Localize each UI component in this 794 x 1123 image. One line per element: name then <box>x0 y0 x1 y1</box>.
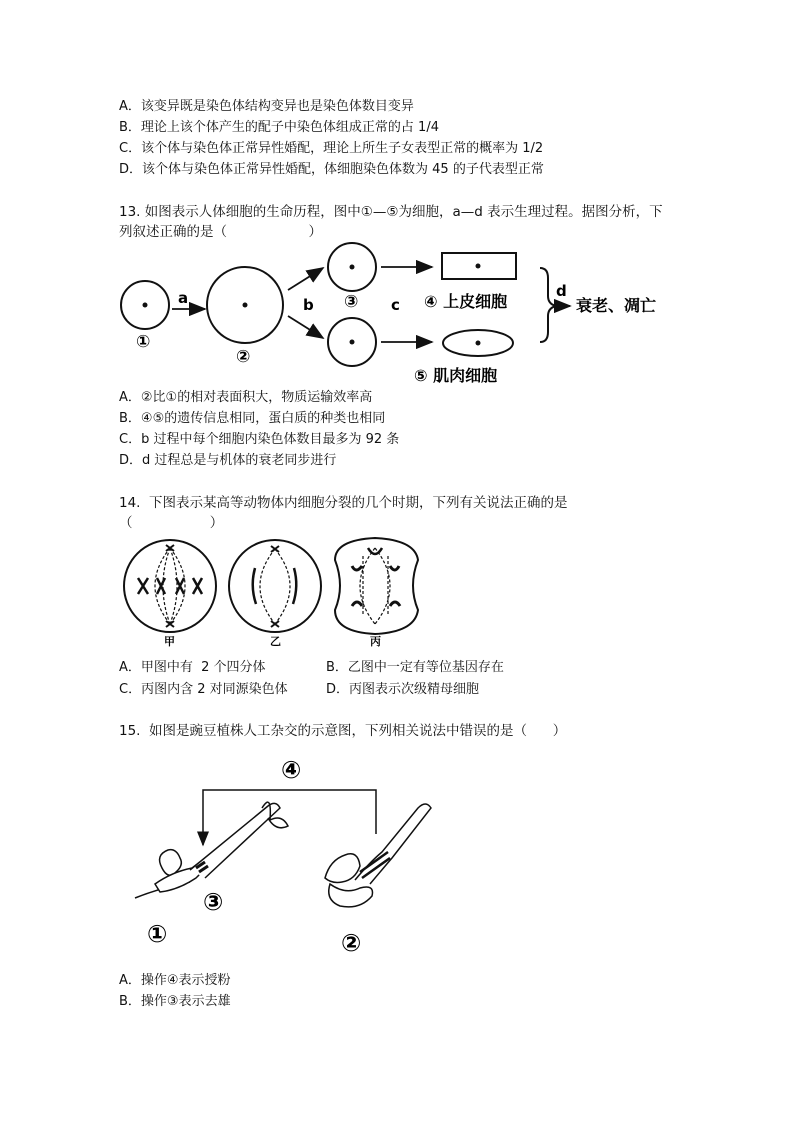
q12-option-b: B．理论上该个体产生的配子中染色体组成正常的占 1/4 <box>119 120 439 135</box>
q14-stem-line1: 14. 下图表示某高等动物体内细胞分裂的几个时期，下列有关说法正确的是 <box>119 495 568 511</box>
label-op4: ④ <box>281 756 302 784</box>
flower-left <box>135 802 288 898</box>
label-op1: ① <box>147 920 168 948</box>
q14-option-c: C．丙图内含 2 对同源染色体 <box>119 682 288 697</box>
label-proc-b: b <box>303 296 314 314</box>
q14-option-b: B．乙图中一定有等位基因存在 <box>326 660 504 675</box>
q13-option-c: C．b 过程中每个细胞内染色体数目最多为 92 条 <box>119 432 400 447</box>
q12-option-a: A．该变异既是染色体结构变异也是染色体数目变异 <box>119 99 414 114</box>
label-jia: 甲 <box>164 635 175 648</box>
q12-option-d: D．该个体与染色体正常异性婚配，体细胞染色体数为 45 的子代表型正常 <box>119 162 544 177</box>
label-proc-c: c <box>391 296 400 314</box>
q14-stem-line2: （ ） <box>119 515 224 531</box>
label-cell-3: ③ <box>344 292 359 312</box>
q13-option-b: B．④⑤的遗传信息相同，蛋白质的种类也相同 <box>119 411 386 426</box>
label-outcome: 衰老、凋亡 <box>576 296 657 315</box>
label-op2: ② <box>341 929 362 957</box>
label-proc-a: a <box>178 289 189 307</box>
q15-stem: 15. 如图是豌豆植株人工杂交的示意图，下列相关说法中错误的是（ ） <box>119 723 567 739</box>
q15-option-b: B．操作③表示去雄 <box>119 994 231 1009</box>
label-proc-d: d <box>556 282 567 300</box>
q13-stem-line2: 列叙述正确的是（ ） <box>119 224 323 240</box>
q12-option-c: C．该个体与染色体正常异性婚配，理论上所生子女表型正常的概率为 1/2 <box>119 141 544 156</box>
label-cell-5: ⑤ 肌肉细胞 <box>414 366 498 385</box>
q13-stem-line1: 13. 如图表示人体细胞的生命历程，图中①—⑤为细胞，a—d 表示生理过程。据图分析，下 <box>119 204 663 220</box>
label-bing: 丙 <box>370 635 381 648</box>
label-cell-2: ② <box>236 347 251 367</box>
label-cell-1: ① <box>136 332 151 352</box>
q14-option-a: A．甲图中有 2 个四分体 <box>119 660 266 675</box>
label-cell-4: ④ 上皮细胞 <box>424 292 508 311</box>
flower-right <box>325 804 431 907</box>
q14-option-d: D．丙图表示次级精母细胞 <box>326 682 480 697</box>
q13-option-d: D．d 过程总是与机体的衰老同步进行 <box>119 453 337 468</box>
label-yi: 乙 <box>270 635 281 648</box>
q13-option-a: A．②比①的相对表面积大，物质运输效率高 <box>119 390 373 405</box>
label-op3: ③ <box>203 888 224 916</box>
q15-option-a: A．操作④表示授粉 <box>119 973 231 988</box>
